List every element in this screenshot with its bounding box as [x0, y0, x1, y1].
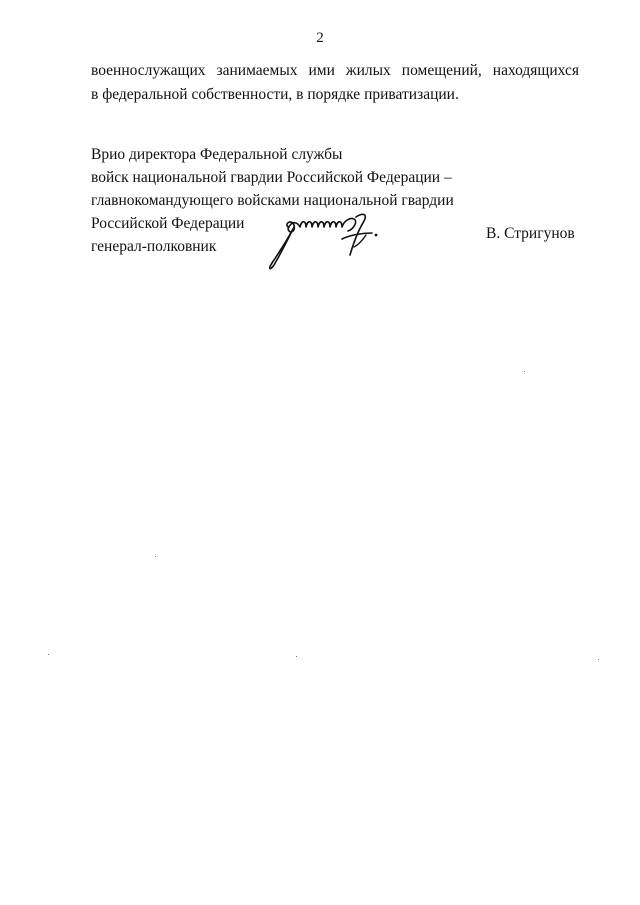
word: занимаемых: [216, 62, 298, 79]
page-number: 2: [316, 30, 324, 46]
signatory-rank: генерал-полковник: [91, 238, 217, 255]
handwritten-signature: [258, 205, 393, 275]
scan-speck: [598, 659, 599, 660]
word: помещений,: [401, 62, 482, 79]
signatory-title-line: войск национальной гвардии Российской Федерации –: [91, 169, 452, 186]
scan-speck: [296, 656, 297, 657]
word: военнослужащих: [91, 62, 206, 79]
word: жилых: [345, 62, 391, 79]
paragraph-line-2: в федеральной собственности, в порядке приватизации.: [91, 86, 459, 103]
signatory-title-line: Врио директора Федеральной службы: [91, 146, 343, 163]
signatory-title-line: главнокомандующего войсками национальной гвардии: [91, 192, 454, 209]
word: находящихся: [492, 62, 579, 79]
paragraph-line-1: [91, 62, 579, 80]
scan-speck: [524, 371, 525, 372]
signer-name: В. Стригунов: [486, 225, 575, 242]
word: ими: [308, 62, 335, 79]
scan-speck: [48, 654, 49, 655]
signatory-title-line: Российской Федерации: [91, 215, 245, 232]
scan-speck: [155, 556, 156, 557]
